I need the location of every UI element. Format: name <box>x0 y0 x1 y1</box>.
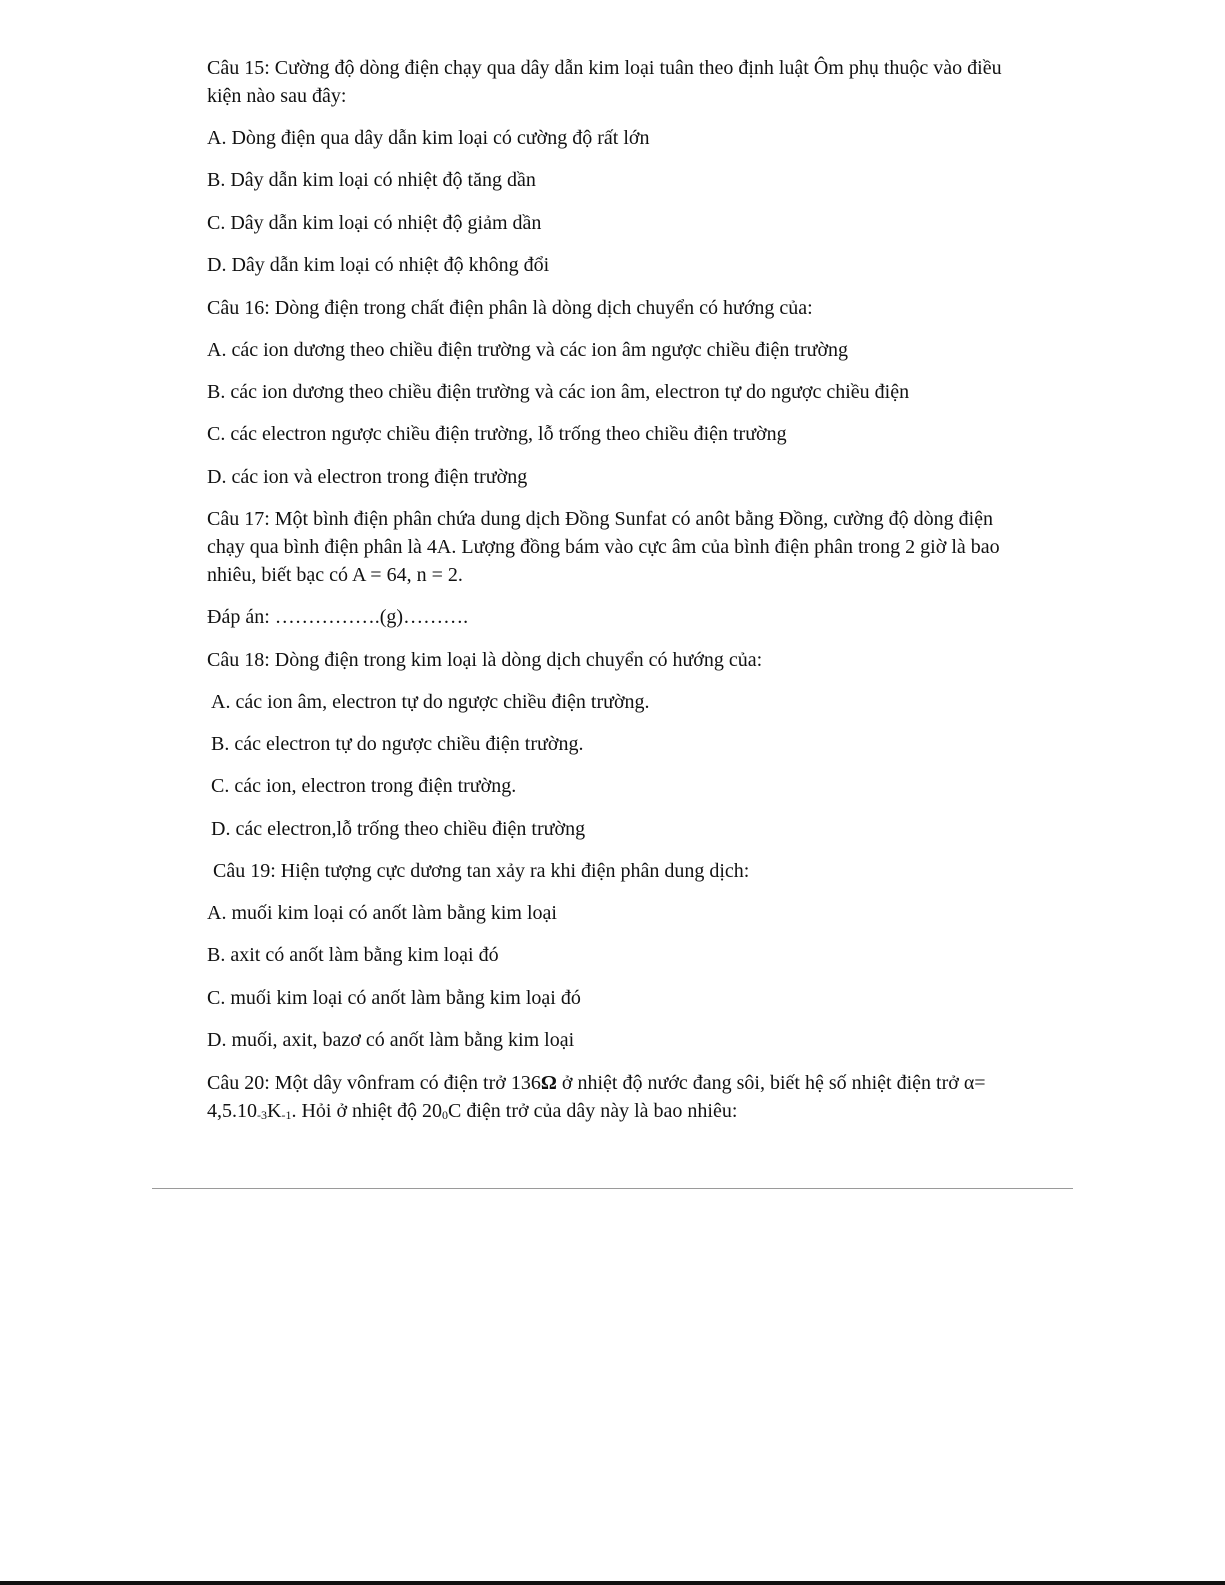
question-15-option-a: A. Dòng điện qua dây dẫn kim loại có cường độ rất lớn <box>207 127 650 149</box>
q20-ohm-symbol: Ω <box>540 1071 557 1094</box>
q20-text-3: . Hỏi ở nhiệt độ 20 <box>291 1099 443 1122</box>
question-19-option-a: A. muối kim loại có anốt làm bằng kim loại <box>207 902 557 925</box>
q20-text-2: ở nhiệt độ nước đang sôi, biết hệ số nhiệt điện trở α= 4,5.10 <box>207 1071 986 1122</box>
question-18-option-d: D. các electron,lỗ trống theo chiều điện trường <box>211 817 586 840</box>
q20-exponent-2: -1 <box>281 1107 292 1122</box>
q20-text-1: Câu 20: Một dây vônfram có điện trở 136 <box>207 1071 541 1094</box>
question-18-option-b: B. các electron tự do ngược chiều điện trường. <box>211 732 584 755</box>
question-17-answer-blank: Đáp án: …………….(g)………. <box>207 606 469 629</box>
document-page <box>207 54 1007 1139</box>
question-18-option-c: C. các ion, electron trong điện trường. <box>211 775 517 798</box>
question-15-option-c: C. Dây dẫn kim loại có nhiệt độ giảm dần <box>207 211 542 234</box>
question-16-option-d: D. các ion và electron trong điện trường <box>207 465 528 488</box>
q20-exponent-1: -3 <box>257 1107 267 1122</box>
q20-degree-mark: 0 <box>442 1107 449 1122</box>
question-16-option-a: A. các ion dương theo chiều điện trường và các ion âm ngược chiều điện trường <box>207 338 849 361</box>
question-15-option-d: D. Dây dẫn kim loại có nhiệt độ không đổi <box>207 254 550 277</box>
question-18-stem: Câu 18: Dòng điện trong kim loại là dòng dịch chuyển có hướng của: <box>207 648 763 671</box>
question-16-option-c: C. các electron ngược chiều điện trường, lỗ trống theo chiều điện trường <box>207 423 787 446</box>
question-19-option-d: D. muối, axit, bazơ có anốt làm bằng kim loại <box>207 1029 575 1052</box>
question-15-option-b: B. Dây dẫn kim loại có nhiệt độ tăng dần <box>207 169 536 192</box>
question-19-option-c: C. muối kim loại có anốt làm bằng kim loại đó <box>207 986 581 1009</box>
question-17-stem: Câu 17: Một bình điện phân chứa dung dịch Đồng Sunfat có anôt bằng Đồng, cường độ dòng điện chạy qua bình điện phân là 4A. Lượng đồng bám vào cực âm của bình điện phân trong 2 giờ là bao nhiêu, biết bạc có A = 64, n = 2. <box>207 508 1000 587</box>
question-15-stem: Câu 15: Cường độ dòng điện chạy qua dây dẫn kim loại tuân theo định luật Ôm phụ thuộc vào điều kiện nào sau đây: <box>207 57 1002 107</box>
question-20-stem <box>207 1069 1007 1125</box>
question-19-option-b: B. axit có anốt làm bằng kim loại đó <box>207 944 499 967</box>
question-16-option-b: B. các ion dương theo chiều điện trường và các ion âm, electron tự do ngược chiều điện <box>207 380 910 403</box>
bottom-edge-bar <box>0 1581 1225 1585</box>
question-19-stem: Câu 19: Hiện tượng cực dương tan xảy ra khi điện phân dung dịch: <box>213 860 750 883</box>
page-divider <box>152 1188 1073 1189</box>
question-16-stem: Câu 16: Dòng điện trong chất điện phân là dòng dịch chuyển có hướng của: <box>207 296 813 319</box>
q20-unit: K <box>267 1099 282 1122</box>
q20-text-4: C điện trở của dây này là bao nhiêu: <box>448 1099 738 1122</box>
question-18-option-a: A. các ion âm, electron tự do ngược chiều điện trường. <box>211 690 650 713</box>
